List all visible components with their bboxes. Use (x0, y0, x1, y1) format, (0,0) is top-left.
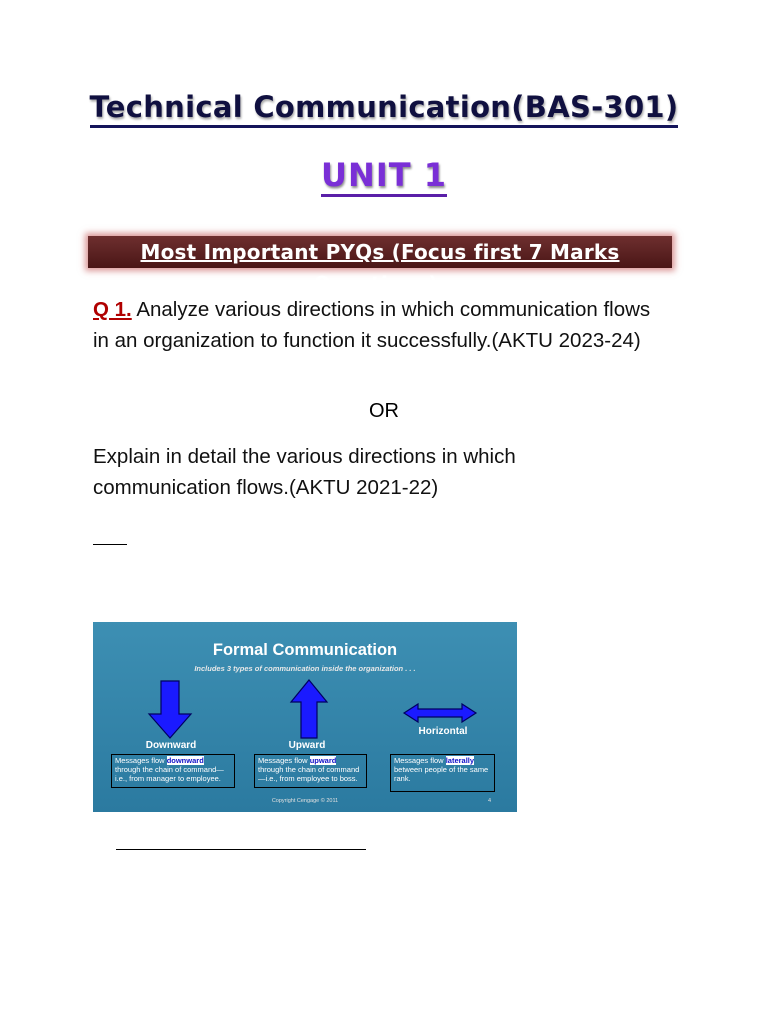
question-1-alternate: Explain in detail the various directions in which communication flows.(AKTU 2021-22) (93, 445, 516, 499)
unit-heading: UNIT 1 (0, 156, 768, 194)
pyq-banner: Most Important PYQs (Focus first 7 Marks Questions)- (88, 236, 672, 268)
slide-page-number: 4 (488, 798, 492, 804)
slide-title: Formal Communication (212, 641, 398, 659)
formal-communication-slide (93, 622, 517, 812)
document-title: Technical Communication(BAS-301) (0, 90, 768, 124)
horizontal-description: Messages flow laterally between people of the same rank. (390, 754, 495, 792)
slide-copyright: Copyright Cengage © 2011 (271, 798, 339, 804)
short-divider (93, 544, 127, 545)
horizontal-label: Horizontal (418, 726, 468, 737)
horizontal-arrow-icon (402, 702, 478, 724)
downward-arrow-icon (147, 680, 193, 740)
or-separator: OR (369, 400, 399, 422)
upward-arrow-icon (289, 678, 329, 740)
question-text: Analyze various directions in which communication flows in an organization to function it successfully.(AKTU 2023-24) (93, 298, 651, 352)
downward-label: Downward (145, 740, 197, 751)
upward-label: Upward (288, 740, 326, 751)
slide-subtitle: Includes 3 types of communication inside the organization . . . (194, 664, 416, 673)
question-1 (93, 294, 653, 356)
upward-description: Messages flow upward through the chain of command—i.e., from employee to boss. (254, 754, 367, 788)
long-divider (116, 849, 366, 850)
downward-description: Messages flow downward through the chain of command—i.e., from manager to employee. (111, 754, 235, 788)
question-label: Q 1. (93, 298, 132, 321)
